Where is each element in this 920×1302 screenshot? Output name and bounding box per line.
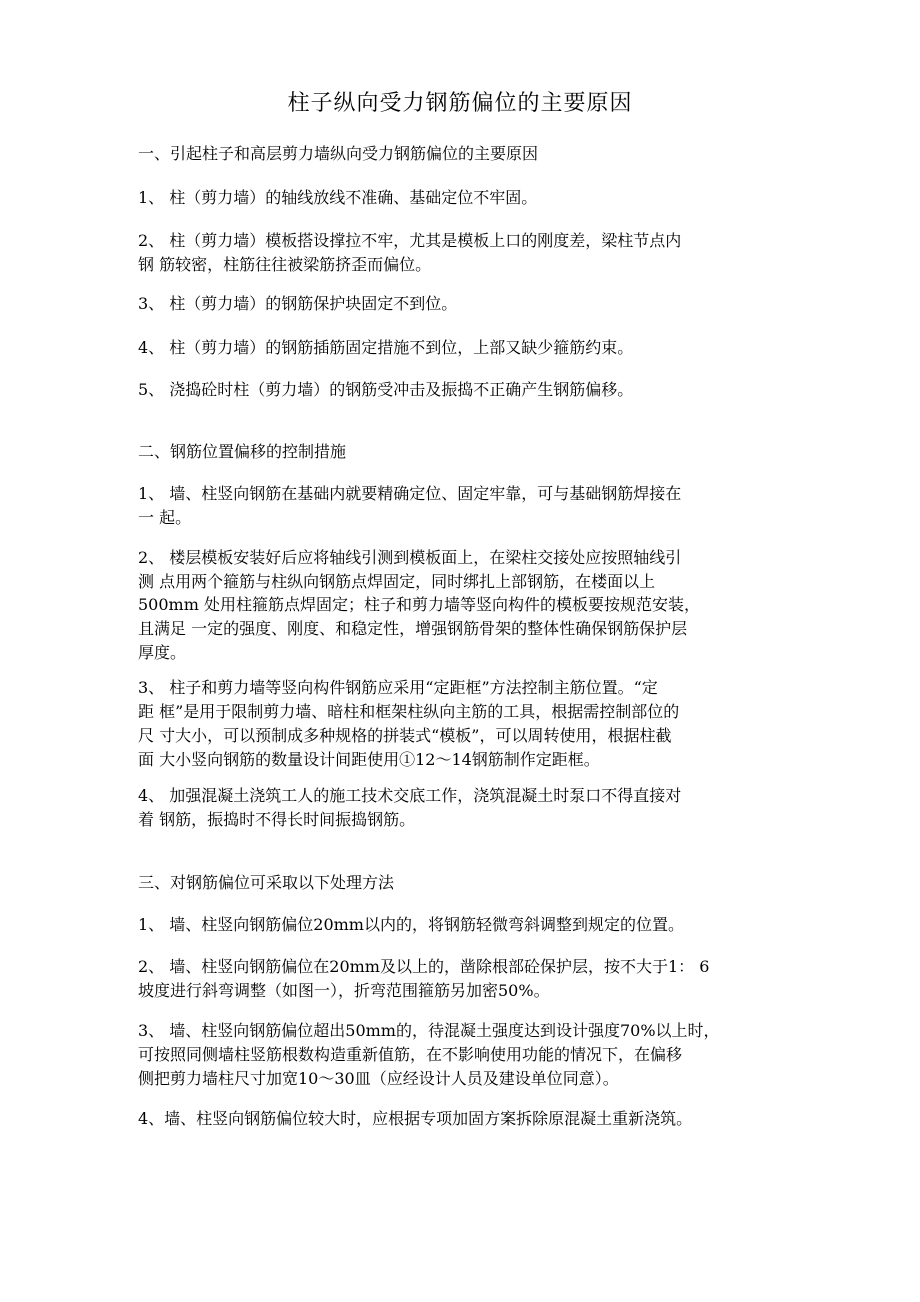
paragraph-line: 1、 墙、柱竖向钢筋在基础内就要精确定位、固定牢靠，可与基础钢筋焊接在 bbox=[138, 484, 682, 503]
paragraph-line: 距 框”是用于限制剪力墙、暗柱和框架柱纵向主筋的工具，根据需控制部位的 bbox=[138, 702, 680, 721]
page-title: 柱子纵向受力钢筋偏位的主要原因 bbox=[287, 91, 633, 116]
paragraph-line: 可按照同侧墙柱竖筋根数构造重新值筋，在不影响使用功能的情况下，在偏移 bbox=[138, 1045, 683, 1064]
paragraph-line: 500mm 处用柱箍筋点焊固定；柱子和剪力墙等竖向构件的模板要按规范安装， bbox=[138, 595, 700, 614]
paragraph-line: 尺 寸大小，可以预制成多种规格的拼装式“模板”，可以周转使用，根据柱截 bbox=[138, 726, 672, 745]
paragraph-line: 5、 浇捣砼时柱（剪力墙）的钢筋受冲击及振捣不正确产生钢筋偏移。 bbox=[138, 380, 634, 399]
paragraph-line: 2、 柱（剪力墙）模板搭设撑拉不牢，尤其是模板上口的刚度差，梁柱节点内 bbox=[138, 231, 682, 250]
paragraph-line: 4、墙、柱竖向钢筋偏位较大时，应根据专项加固方案拆除原混凝土重新浇筑。 bbox=[138, 1109, 693, 1128]
paragraph-line: 2、 楼层模板安装好后应将轴线引测到模板面上，在梁柱交接处应按照轴线引 bbox=[138, 548, 682, 567]
paragraph-line: 钢 筋较密，柱筋往往被梁筋挤歪而偏位。 bbox=[138, 255, 432, 274]
paragraph-line: 1、 墙、柱竖向钢筋偏位20mm以内的，将钢筋轻微弯斜调整到规定的位置。 bbox=[138, 915, 684, 934]
paragraph-line: 3、 柱子和剪力墙等竖向构件钢筋应采用“定距框”方法控制主筋位置。“定 bbox=[138, 678, 658, 697]
paragraph-line: 4、 柱（剪力墙）的钢筋插筋固定措施不到位，上部又缺少箍筋约束。 bbox=[138, 338, 634, 357]
paragraph-line: 1、 柱（剪力墙）的轴线放线不准确、基础定位不牢固。 bbox=[138, 188, 538, 207]
section-heading-1: 一、引起柱子和高层剪力墙纵向受力钢筋偏位的主要原因 bbox=[138, 144, 539, 163]
paragraph-line: 3、 柱（剪力墙）的钢筋保护块固定不到位。 bbox=[138, 294, 458, 313]
paragraph-line: 坡度进行斜弯调整（如图一），折弯范围箍筋另加密50%。 bbox=[138, 981, 550, 1000]
paragraph-line: 4、 加强混凝土浇筑工人的施工技术交底工作，浇筑混凝土时泵口不得直接对 bbox=[138, 786, 682, 805]
paragraph-line: 侧把剪力墙柱尺寸加宽10〜30皿（应经设计人员及建设单位同意）。 bbox=[138, 1069, 619, 1088]
paragraph-line: 且满足 一定的强度、刚度、和稳定性，增强钢筋骨架的整体性确保钢筋保护层 bbox=[138, 619, 688, 638]
paragraph-line: 着 钢筋，振捣时不得长时间振捣钢筋。 bbox=[138, 810, 416, 829]
paragraph-line: 一 起。 bbox=[138, 508, 192, 527]
paragraph-line: 面 大小竖向钢筋的数量设计间距使用①12〜14钢筋制作定距框。 bbox=[138, 750, 600, 769]
section-heading-3: 三、对钢筋偏位可采取以下处理方法 bbox=[138, 873, 395, 892]
paragraph-line: 测 点用两个箍筋与柱纵向钢筋点焊固定，同时绑扎上部钢筋，在楼面以上 bbox=[138, 572, 656, 591]
paragraph-line: 2、 墙、柱竖向钢筋偏位在20mm及以上的，凿除根部砼保护层，按不大于1： 6 bbox=[138, 957, 710, 976]
paragraph-line: 3、 墙、柱竖向钢筋偏位超出50mm的，待混凝土强度达到设计强度70%以上时， bbox=[138, 1021, 720, 1040]
paragraph-line: 厚度。 bbox=[138, 643, 187, 662]
section-heading-2: 二、钢筋位置偏移的控制措施 bbox=[138, 442, 347, 461]
